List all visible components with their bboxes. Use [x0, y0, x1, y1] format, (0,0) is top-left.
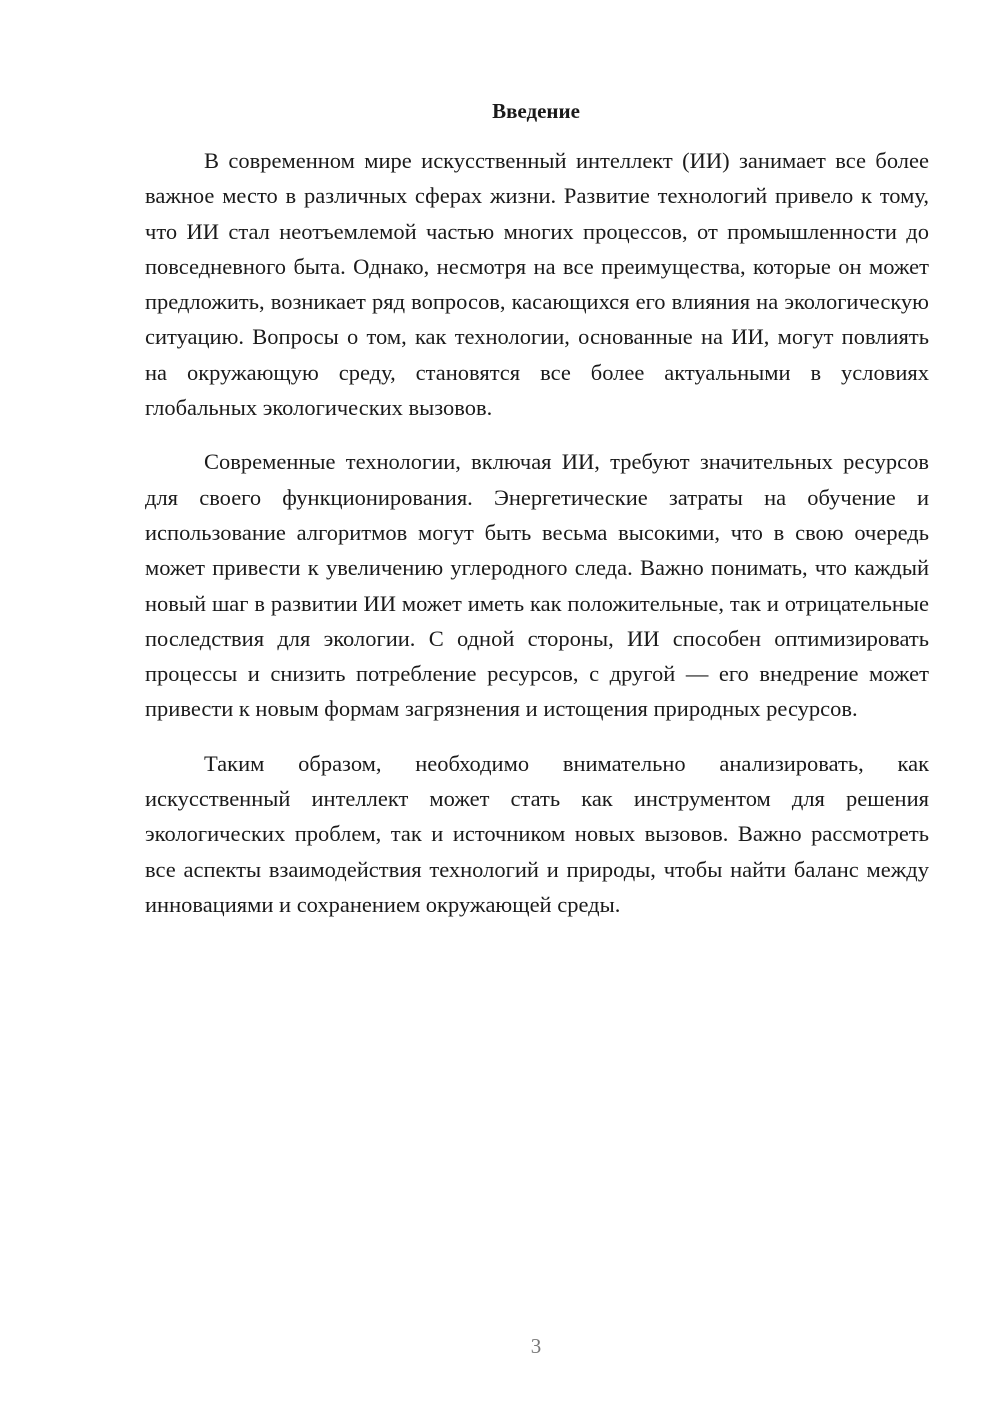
paragraph-1: В современном мире искусственный интеллект (ИИ) занимает все более важное место в различных сферах жизни. Развитие технологий привело к тому, что ИИ стал неотъемлемой частью многих процессов, от промышленности до повседневного быта. Однако, несмотря на все преимущества, которые он может предложить, возникает ряд вопросов, касающихся его влияния на экологическую ситуацию. Вопросы о том, как технологии, основанные на ИИ, могут повлиять на окружающую среду, становятся все более актуальными в условиях глобальных экологических вызовов. — [145, 148, 929, 421]
paragraph-3: Таким образом, необходимо внимательно анализировать, как искусственный интеллект может стать как инструментом для решения экологических проблем, так и источником новых вызовов. Важно рассмотреть все аспекты взаимодействия технологий и природы, чтобы найти баланс между инновациями и сохранением окружающей среды. — [145, 750, 929, 917]
body-text — [145, 143, 929, 922]
section-heading: Введение — [492, 99, 580, 123]
page-number: 3 — [530, 1334, 542, 1358]
paragraph-2: Современные технологии, включая ИИ, требуют значительных ресурсов для своего функционирования. Энергетические затраты на обучение и использование алгоритмов могут быть весьма высокими, что в свою очередь может привести к увеличению углеродного следа. Важно понимать, что каждый новый шаг в развитии ИИ может иметь как положительные, так и отрицательные последствия для экологии. С одной стороны, ИИ способен оптимизировать процессы и снизить потребление ресурсов, с другой — его внедрение может привести к новым формам загрязнения и истощения природных ресурсов. — [145, 449, 929, 722]
